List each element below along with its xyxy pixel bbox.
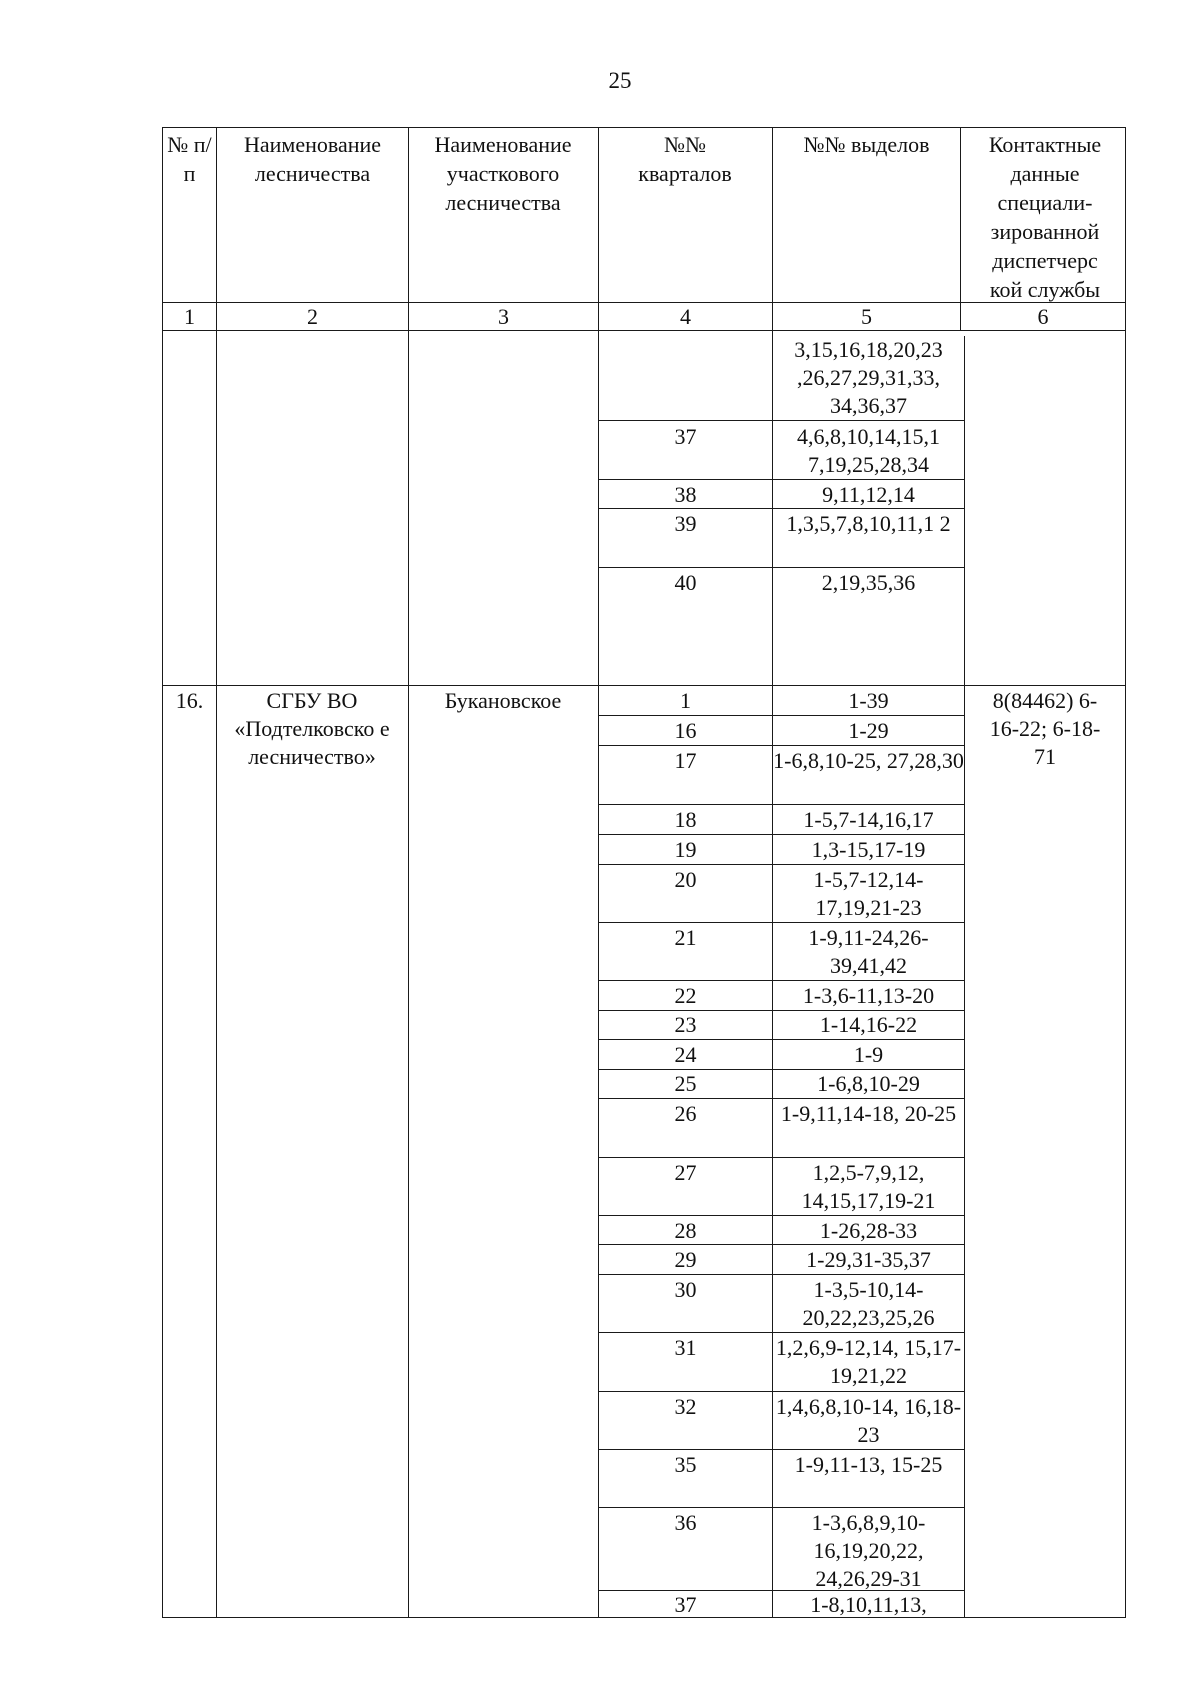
col-number-5: 5 <box>861 304 872 329</box>
quarter-cell: 40 <box>674 570 697 595</box>
vydels-cell: 1-39 <box>848 688 889 713</box>
vydels-cell: 1-8,10,11,13, <box>810 1592 927 1617</box>
header-contacts: Контактные данные специали-зированной диспетчерс кой службы <box>988 132 1102 302</box>
quarter-cell: 25 <box>674 1071 697 1096</box>
quarter-cell: 36 <box>674 1510 697 1535</box>
quarter-cell: 37 <box>674 1592 697 1617</box>
contact-data: 8(84462) 6-16-22; 6-18-71 <box>989 688 1101 769</box>
col-number-2: 2 <box>307 304 318 329</box>
vydels-cell: 1-6,8,10-25, 27,28,30 <box>773 748 964 773</box>
vydels-cell: 1-29,31-35,37 <box>806 1247 931 1272</box>
vydels-cell: 1-9,11-24,26- 39,41,42 <box>808 925 929 978</box>
quarter-cell: 17 <box>674 748 697 773</box>
district-forestry-name: Букановское <box>444 688 562 713</box>
quarter-cell: 31 <box>674 1335 697 1360</box>
quarter-cell: 23 <box>674 1012 697 1037</box>
vydels-cell: 1-5,7-14,16,17 <box>803 807 934 832</box>
header-forestry: Наименование лесничества <box>243 132 382 186</box>
col-number-4: 4 <box>680 304 691 329</box>
vydels-cell: 1-14,16-22 <box>819 1012 918 1037</box>
vydels-cell: 1,3,5,7,8,10,11,1 2 <box>786 511 951 536</box>
quarter-cell: 16 <box>674 718 697 743</box>
quarter-cell: 38 <box>674 482 697 507</box>
vydels-cell: 1-9,11-13, 15-25 <box>794 1452 943 1477</box>
quarter-cell: 37 <box>674 424 697 449</box>
quarter-cell: 26 <box>674 1101 697 1126</box>
header-quarters: №№ кварталов <box>638 132 732 186</box>
page-number: 25 <box>608 68 632 93</box>
quarter-cell: 29 <box>674 1247 697 1272</box>
quarter-cell: 19 <box>674 837 697 862</box>
vydels-cell: 1-6,8,10-29 <box>817 1071 920 1096</box>
vydels-cell: 1-5,7-12,14- 17,19,21-23 <box>813 867 924 920</box>
quarter-cell: 18 <box>674 807 697 832</box>
quarter-cell: 24 <box>674 1042 697 1067</box>
vydels-cell: 9,11,12,14 <box>822 482 915 507</box>
vydels-cell: 2,19,35,36 <box>821 570 916 595</box>
quarter-cell: 28 <box>674 1218 697 1243</box>
quarter-cell: 35 <box>674 1452 697 1477</box>
quarter-cell: 32 <box>674 1394 697 1419</box>
vydels-cell: 1-9,11,14-18, 20-25 <box>780 1101 957 1126</box>
quarter-cell: 30 <box>674 1277 697 1302</box>
vydels-cell: 1-3,5-10,14- 20,22,23,25,26 <box>802 1277 935 1330</box>
quarter-cell: 39 <box>674 511 697 536</box>
vydels-cell: 1,3-15,17-19 <box>811 837 926 862</box>
col-number-6: 6 <box>1037 304 1049 329</box>
vydels-cell: 1-3,6-11,13-20 <box>802 983 935 1008</box>
vydels-cell: 1,2,6,9-12,14, 15,17-19,21,22 <box>775 1335 962 1388</box>
vydels-cell: 1-9 <box>853 1042 884 1067</box>
entry-number: 16. <box>175 688 204 713</box>
vydels-continued: 3,15,16,18,20,23 ,26,27,29,31,33, 34,36,37 <box>794 337 943 418</box>
vydels-cell: 1-3,6,8,9,10- 16,19,20,22, 24,26,29-31 <box>811 1510 926 1591</box>
vydels-cell: 1,4,6,8,10-14, 16,18-23 <box>775 1394 962 1447</box>
quarter-cell: 1 <box>680 688 691 713</box>
vydels-cell: 1-29 <box>848 718 889 743</box>
vydels-cell: 1-26,28-33 <box>819 1218 918 1243</box>
col-number-3: 3 <box>498 304 509 329</box>
col-number-1: 1 <box>184 304 195 329</box>
vydels-cell: 4,6,8,10,14,15,1 7,19,25,28,34 <box>797 424 940 477</box>
quarter-cell: 22 <box>674 983 697 1008</box>
header-district-forestry: Наименование участкового лесничества <box>434 132 572 215</box>
header-number: № п/п <box>167 132 212 186</box>
quarter-cell: 20 <box>674 867 697 892</box>
forestry-name: СГБУ ВО «Подтелковско е лесничество» <box>234 688 390 769</box>
header-vydels: №№ выделов <box>803 132 930 157</box>
quarter-cell: 27 <box>674 1160 697 1185</box>
quarter-cell: 21 <box>674 925 697 950</box>
vydels-cell: 1,2,5-7,9,12, 14,15,17,19-21 <box>801 1160 936 1213</box>
